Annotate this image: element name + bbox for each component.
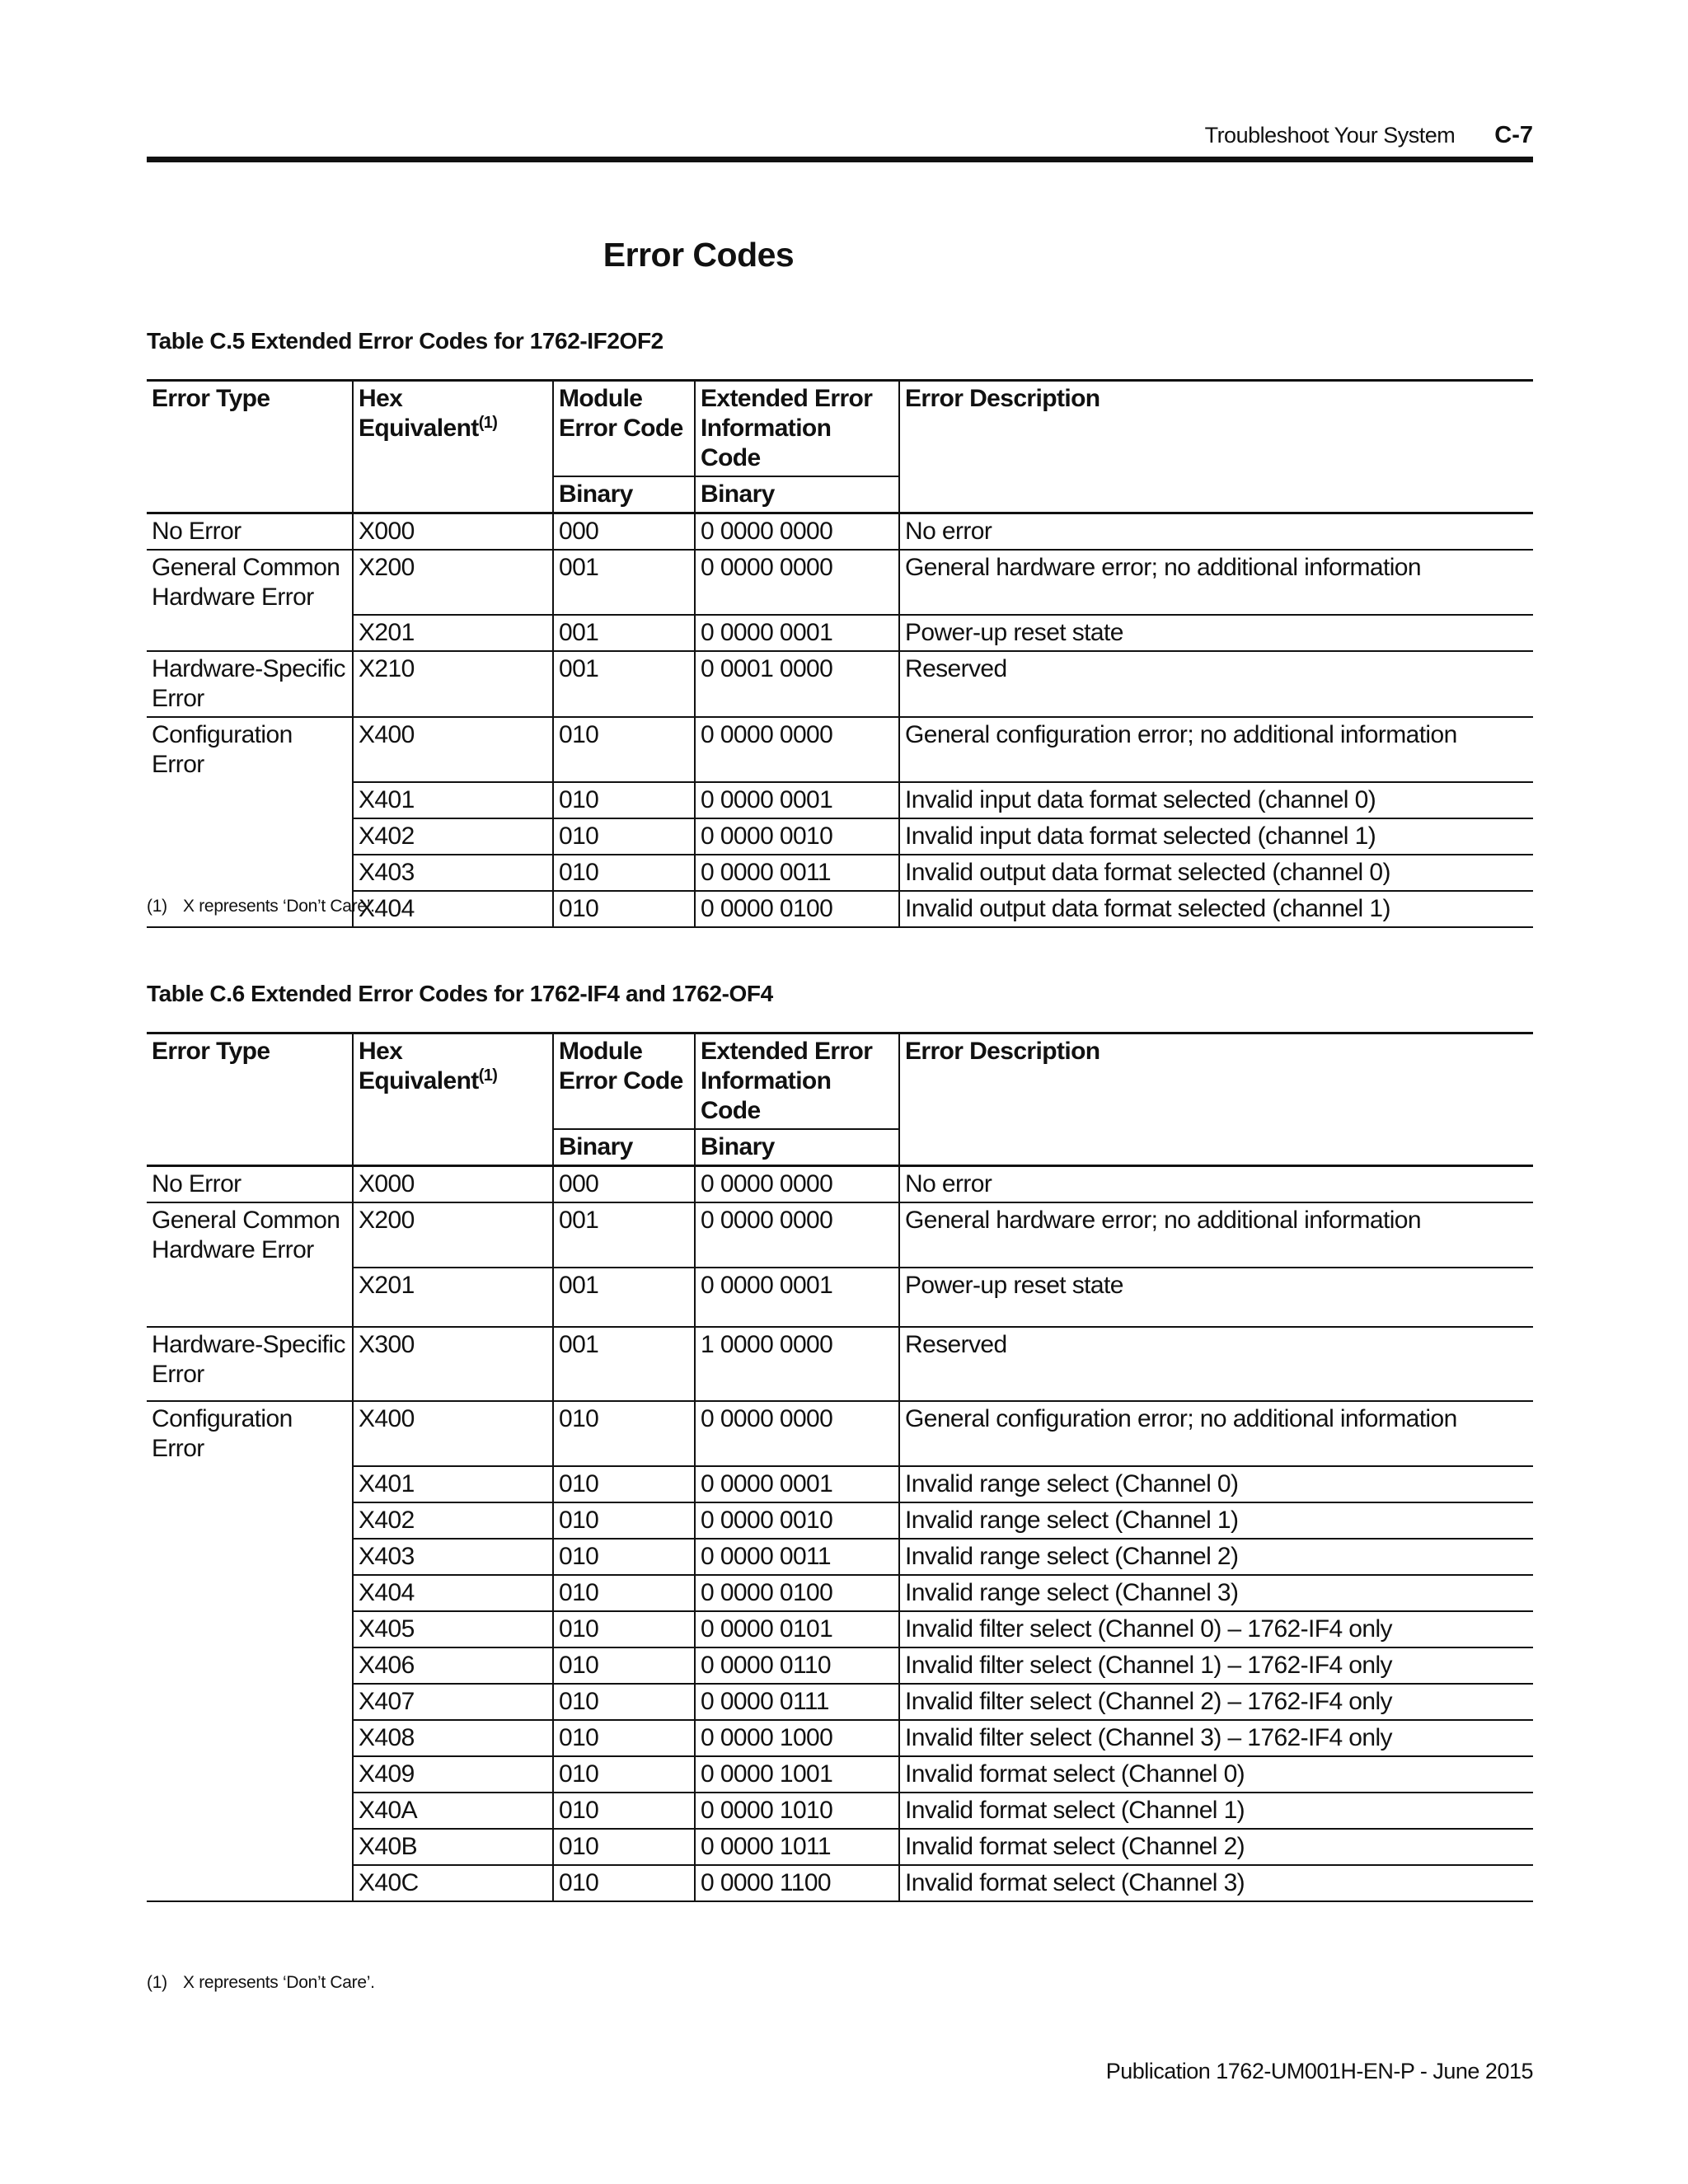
table-row [147, 1684, 1533, 1720]
cell-description: Invalid format select (Channel 1) [899, 1793, 1533, 1829]
table-row [147, 855, 1533, 891]
col-header-error-type: Error Type [147, 381, 353, 513]
table-row [147, 1268, 1533, 1327]
cell-error-type: No Error [147, 1166, 353, 1203]
table-row [147, 615, 1533, 651]
cell-hex: X403 [353, 1539, 553, 1575]
subheader-binary-extended: Binary [695, 1129, 899, 1166]
cell-extended-code: 0 0000 0001 [695, 1268, 899, 1327]
cell-hex: X401 [353, 782, 553, 818]
table-row [147, 1720, 1533, 1756]
table-row [147, 1327, 1533, 1401]
cell-hex: X402 [353, 1502, 553, 1539]
cell-description: Invalid range select (Channel 1) [899, 1502, 1533, 1539]
cell-module-code: 001 [553, 615, 695, 651]
cell-description: General hardware error; no additional information [899, 1202, 1533, 1268]
cell-error-type [147, 1575, 353, 1611]
cell-module-code: 000 [553, 1166, 695, 1203]
cell-description: Invalid format select (Channel 0) [899, 1756, 1533, 1793]
cell-hex: X200 [353, 550, 553, 615]
subheader-binary-extended: Binary [695, 476, 899, 513]
cell-hex: X400 [353, 1401, 553, 1466]
cell-description: Reserved [899, 651, 1533, 717]
table-row [147, 513, 1533, 551]
cell-extended-code: 0 0000 0010 [695, 1502, 899, 1539]
cell-extended-code: 0 0000 0110 [695, 1647, 899, 1684]
hex-header-label: Hex Equivalent [359, 1038, 479, 1094]
cell-extended-code: 0 0000 0000 [695, 1166, 899, 1203]
cell-module-code: 010 [553, 782, 695, 818]
table-row [147, 550, 1533, 615]
table-row [147, 1401, 1533, 1466]
cell-description: Invalid input data format selected (channel 1) [899, 818, 1533, 855]
cell-extended-code: 1 0000 0000 [695, 1327, 899, 1401]
col-header-error-description: Error Description [899, 1033, 1533, 1166]
cell-hex: X201 [353, 1268, 553, 1327]
cell-description: General configuration error; no additional information [899, 1401, 1533, 1466]
table-row [147, 1756, 1533, 1793]
footnote-marker: (1) [147, 1973, 167, 1992]
cell-extended-code: 0 0000 0001 [695, 782, 899, 818]
table-row [147, 1502, 1533, 1539]
cell-module-code: 001 [553, 1327, 695, 1401]
cell-description: No error [899, 1166, 1533, 1203]
cell-error-type [147, 1268, 353, 1327]
cell-hex: X200 [353, 1202, 553, 1268]
cell-error-type [147, 615, 353, 651]
cell-description: Invalid output data format selected (channel 1) [899, 891, 1533, 927]
cell-module-code: 001 [553, 651, 695, 717]
cell-module-code: 001 [553, 1268, 695, 1327]
cell-description: Invalid range select (Channel 0) [899, 1466, 1533, 1502]
cell-module-code: 000 [553, 513, 695, 551]
table-c6-body [147, 1166, 1533, 1902]
header-page-number: C-7 [1494, 121, 1533, 148]
cell-hex: X402 [353, 818, 553, 855]
table-row [147, 1611, 1533, 1647]
cell-error-type [147, 1720, 353, 1756]
cell-module-code: 010 [553, 1829, 695, 1865]
cell-extended-code: 0 0000 0000 [695, 550, 899, 615]
cell-module-code: 010 [553, 1865, 695, 1901]
cell-error-type: Hardware-Specific Error [147, 651, 353, 717]
cell-error-type [147, 1466, 353, 1502]
cell-hex: X407 [353, 1684, 553, 1720]
cell-hex: X403 [353, 855, 553, 891]
cell-module-code: 010 [553, 1575, 695, 1611]
header-section-title: Troubleshoot Your System [1204, 122, 1456, 148]
col-header-extended-error-info: Extended Error Information Code [695, 381, 899, 477]
cell-extended-code: 0 0000 0011 [695, 855, 899, 891]
footnote-text: X represents ‘Don’t Care’. [183, 1973, 375, 1992]
cell-hex: X300 [353, 1327, 553, 1401]
table-row [147, 1575, 1533, 1611]
table-row [147, 1647, 1533, 1684]
cell-description: Invalid range select (Channel 3) [899, 1575, 1533, 1611]
table-row [147, 717, 1533, 782]
publication-footer: Publication 1762-UM001H-EN-P - June 2015 [1105, 2059, 1533, 2083]
cell-extended-code: 0 0000 0000 [695, 717, 899, 782]
cell-extended-code: 0 0000 0000 [695, 1401, 899, 1466]
cell-description: Invalid filter select (Channel 1) – 1762-IF4 only [899, 1647, 1533, 1684]
cell-error-type: Configuration Error [152, 721, 293, 778]
table-row [147, 782, 1533, 818]
cell-description: General hardware error; no additional information [899, 550, 1533, 615]
cell-error-type [147, 1756, 353, 1793]
cell-extended-code: 0 0000 0001 [695, 1466, 899, 1502]
cell-error-type [147, 1793, 353, 1829]
cell-error-type: Hardware-Specific Error [147, 1327, 353, 1401]
col-header-module-error-code: Module Error Code [553, 1033, 695, 1130]
cell-module-code: 010 [553, 1466, 695, 1502]
cell-module-code: 001 [553, 550, 695, 615]
cell-hex: X000 [353, 1166, 553, 1203]
table-row [147, 1865, 1533, 1901]
page-title: Error Codes [603, 236, 795, 274]
cell-hex: X409 [353, 1756, 553, 1793]
col-header-hex-equivalent [353, 381, 553, 513]
table-row [147, 1466, 1533, 1502]
cell-extended-code: 0 0000 0100 [695, 891, 899, 927]
table-c6-footnote [147, 1973, 375, 1993]
cell-hex: X404 [353, 1575, 553, 1611]
cell-module-code: 010 [553, 1611, 695, 1647]
col-header-hex-equivalent [353, 1033, 553, 1166]
col-header-module-error-code: Module Error Code [553, 381, 695, 477]
cell-error-type [147, 1829, 353, 1865]
cell-hex: X210 [353, 651, 553, 717]
cell-extended-code: 0 0000 0011 [695, 1539, 899, 1575]
cell-extended-code: 0 0000 1011 [695, 1829, 899, 1865]
cell-module-code: 010 [553, 891, 695, 927]
cell-module-code: 010 [553, 1756, 695, 1793]
table-row [147, 1539, 1533, 1575]
col-header-extended-error-info: Extended Error Information Code [695, 1033, 899, 1130]
cell-error-type [147, 855, 353, 891]
cell-extended-code: 0 0000 0010 [695, 818, 899, 855]
cell-description: Invalid format select (Channel 2) [899, 1829, 1533, 1865]
cell-extended-code: 0 0000 0000 [695, 513, 899, 551]
cell-description: Reserved [899, 1327, 1533, 1401]
running-header [147, 114, 1533, 157]
header-rule [147, 157, 1533, 162]
hex-header-label: Hex Equivalent [359, 385, 479, 442]
table-row [147, 651, 1533, 717]
cell-error-type [147, 1684, 353, 1720]
cell-module-code: 010 [553, 855, 695, 891]
cell-error-type: No Error [147, 513, 353, 551]
table-row [147, 1166, 1533, 1203]
cell-error-type: General Common Hardware Error [152, 1207, 340, 1263]
cell-description: Power-up reset state [899, 615, 1533, 651]
cell-hex: X40C [353, 1865, 553, 1901]
cell-hex: X405 [353, 1611, 553, 1647]
cell-module-code: 010 [553, 1401, 695, 1466]
cell-extended-code: 0 0001 0000 [695, 651, 899, 717]
cell-error-type [147, 1865, 353, 1901]
cell-module-code: 010 [553, 717, 695, 782]
cell-description: No error [899, 513, 1533, 551]
table-c6 [147, 1032, 1533, 1902]
cell-error-type [147, 818, 353, 855]
cell-hex: X400 [353, 717, 553, 782]
cell-module-code: 010 [553, 1502, 695, 1539]
footnote-marker: (1) [147, 897, 167, 916]
cell-module-code: 010 [553, 1793, 695, 1829]
table-row [147, 818, 1533, 855]
cell-description: Invalid input data format selected (channel 0) [899, 782, 1533, 818]
footnote-ref: (1) [478, 1066, 498, 1085]
cell-module-code: 010 [553, 1647, 695, 1684]
footnote-text: X represents ‘Don’t Care’. [183, 897, 375, 916]
cell-error-type [147, 1539, 353, 1575]
col-header-error-description: Error Description [899, 381, 1533, 513]
cell-description: Invalid filter select (Channel 0) – 1762-IF4 only [899, 1611, 1533, 1647]
cell-hex: X000 [353, 513, 553, 551]
table-row [147, 1793, 1533, 1829]
cell-error-type [147, 1647, 353, 1684]
cell-error-type [147, 1502, 353, 1539]
cell-extended-code: 0 0000 1000 [695, 1720, 899, 1756]
cell-hex: X404 [353, 891, 553, 927]
subheader-binary-module: Binary [553, 1129, 695, 1166]
table-c5-footnote [147, 897, 375, 916]
cell-module-code: 010 [553, 1539, 695, 1575]
cell-description: Invalid output data format selected (channel 0) [899, 855, 1533, 891]
cell-extended-code: 0 0000 1100 [695, 1865, 899, 1901]
cell-hex: X40B [353, 1829, 553, 1865]
cell-extended-code: 0 0000 1001 [695, 1756, 899, 1793]
col-header-error-type: Error Type [147, 1033, 353, 1166]
cell-description: Power-up reset state [899, 1268, 1533, 1327]
cell-hex: X401 [353, 1466, 553, 1502]
subheader-binary-module: Binary [553, 476, 695, 513]
table-c5 [147, 379, 1533, 928]
cell-hex: X408 [353, 1720, 553, 1756]
cell-hex: X201 [353, 615, 553, 651]
cell-extended-code: 0 0000 0101 [695, 1611, 899, 1647]
footnote-ref: (1) [478, 414, 498, 432]
cell-error-type [147, 782, 353, 818]
cell-module-code: 010 [553, 1720, 695, 1756]
cell-error-type: General Common Hardware Error [152, 554, 340, 611]
cell-module-code: 001 [553, 1202, 695, 1268]
cell-description: Invalid filter select (Channel 3) – 1762-IF4 only [899, 1720, 1533, 1756]
table-c5-body [147, 513, 1533, 928]
cell-hex: X40A [353, 1793, 553, 1829]
cell-hex: X406 [353, 1647, 553, 1684]
cell-error-type [147, 1611, 353, 1647]
cell-extended-code: 0 0000 0100 [695, 1575, 899, 1611]
cell-description: General configuration error; no additional information [899, 717, 1533, 782]
table-row [147, 1829, 1533, 1865]
cell-extended-code: 0 0000 0111 [695, 1684, 899, 1720]
table-c6-caption: Table C.6 Extended Error Codes for 1762-IF4 and 1762-OF4 [147, 981, 773, 1006]
cell-description: Invalid filter select (Channel 2) – 1762-IF4 only [899, 1684, 1533, 1720]
cell-description: Invalid format select (Channel 3) [899, 1865, 1533, 1901]
table-row [147, 1202, 1533, 1268]
cell-extended-code: 0 0000 0001 [695, 615, 899, 651]
cell-extended-code: 0 0000 0000 [695, 1202, 899, 1268]
cell-description: Invalid range select (Channel 2) [899, 1539, 1533, 1575]
table-c5-caption: Table C.5 Extended Error Codes for 1762-IF2OF2 [147, 328, 663, 354]
cell-module-code: 010 [553, 1684, 695, 1720]
cell-error-type: Configuration Error [152, 1405, 293, 1462]
cell-module-code: 010 [553, 818, 695, 855]
cell-extended-code: 0 0000 1010 [695, 1793, 899, 1829]
